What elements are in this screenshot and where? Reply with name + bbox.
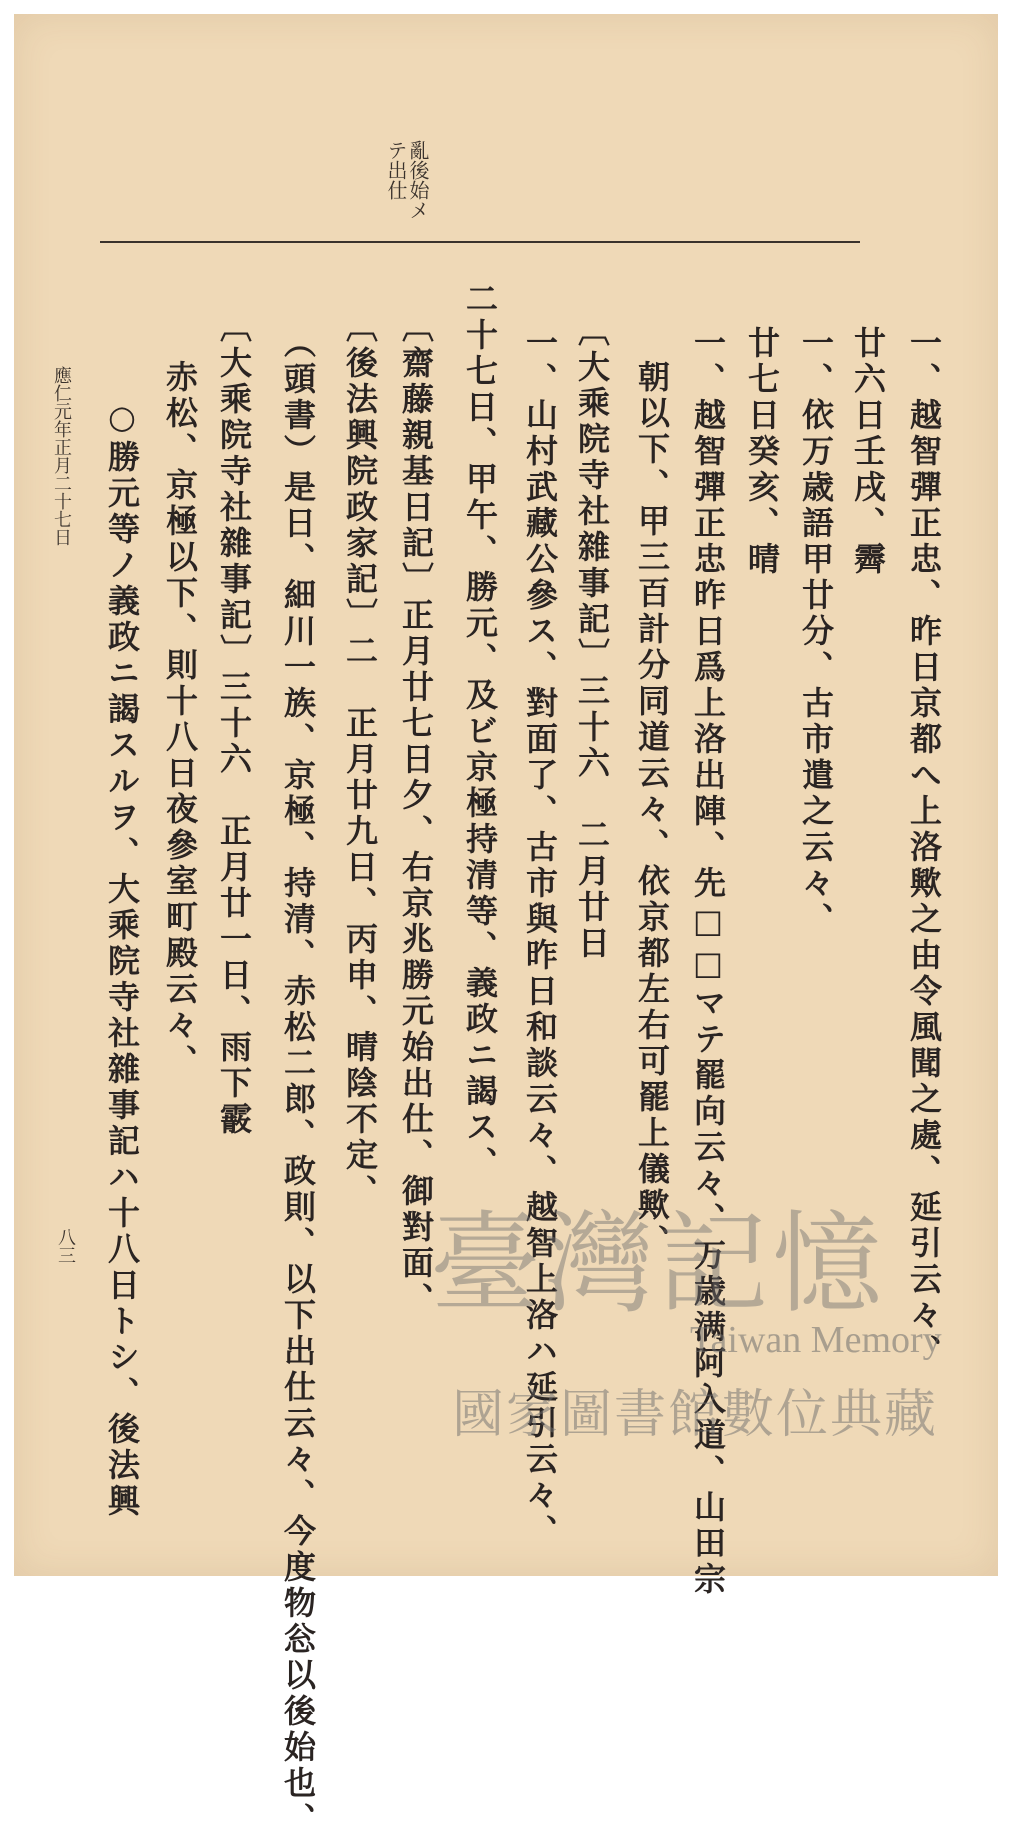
text-column-2: 廿六日壬戌、霽 [849,326,887,578]
text-column-4: 廿七日癸亥、晴 [743,326,781,578]
source-heading-1: 〔大乘院寺社雜事記〕三十六 二月廿日 [573,314,611,962]
entry-heading-27th: 二十七日、甲午、勝元、及ビ京極持清等、義政ニ謁ス、 [461,282,499,1182]
text-column-3: 一、依万歳語甲廿分、古市遣之云々、 [797,326,835,938]
header-rule [100,241,860,243]
source-heading-3: 〔後法興院政家記〕二 正月廿九日、丙申、晴陰不定、 [341,310,379,1210]
text-column-1: 一、越智彈正忠、昨日京都へ上洛歟之由令風聞之處、延引云々、 [905,326,943,1370]
note-column: ○勝元等ノ義政ニ謁スルヲ、大乘院寺社雜事記ハ十八日トシ、後法興 [103,398,141,1520]
source-heading-4: 〔大乘院寺社雜事記〕三十六 正月廿一日、雨下霰 [215,310,253,1138]
watermark-logo: 臺灣記憶 [430,1200,886,1328]
text-column-6: 朝以下、甲三百計分同道云々、依京都左右可罷上儀歟、 [633,360,671,1260]
text-column-12: （頭書）是日、細川一族、京極、持清、赤松二郎、政則、以下出仕云々、今度物忩以後始也、 [279,326,317,1838]
footer-title: 應仁元年正月二十七日 [51,366,72,546]
text-column-8: 一、山村武藏公參ス、對面了、古市與昨日和談云々、越智上洛ハ延引云々、 [521,326,559,1550]
text-column-14: 赤松、京極以下、則十八日夜參室町殿云々、 [161,360,199,1080]
text-column-5: 一、越智彈正忠昨日爲上洛出陣、先□□マテ罷向云々、万歳满阿入道、山田宗 [689,326,727,1598]
source-heading-2: 〔齋藤親基日記〕正月廿七日夕、右京兆勝元始出仕、御對面、 [397,310,435,1318]
page-number: 八三 [55,1228,76,1264]
head-note-2: テ出仕 [384,140,408,200]
watermark-library: 國家圖書館數位典藏 [452,1385,939,1445]
head-note-1: 亂後始メ [406,140,430,220]
watermark-english: Taiwan Memory [690,1319,942,1361]
